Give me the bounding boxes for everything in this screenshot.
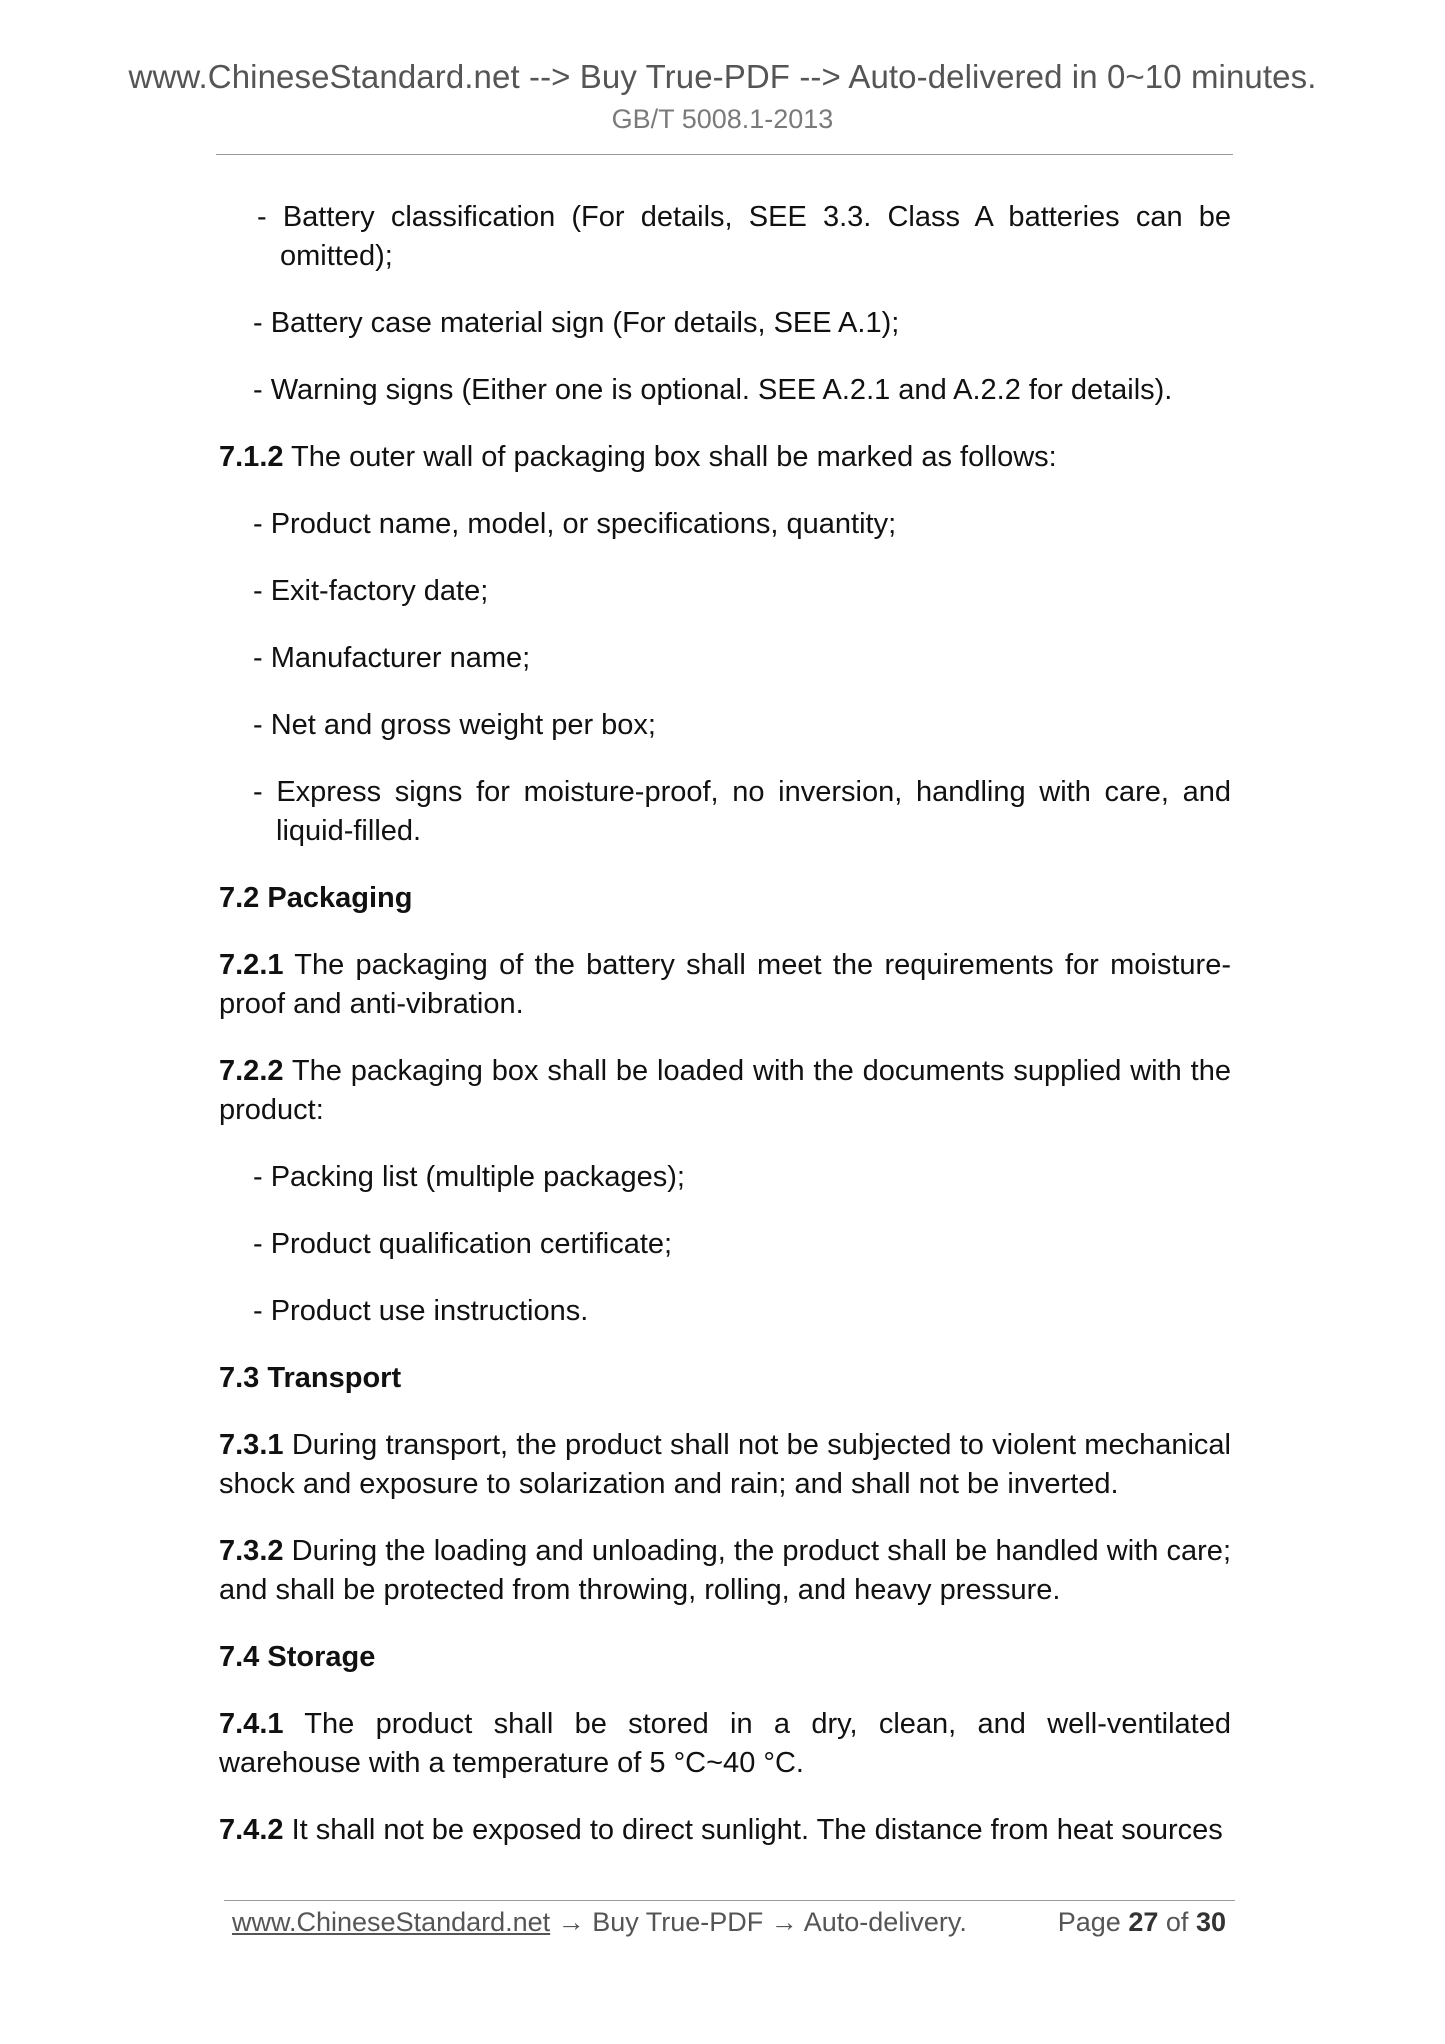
- clause-number: 7.4.1: [219, 1708, 284, 1740]
- document-code: GB/T 5008.1-2013: [611, 104, 834, 134]
- list-item-weight: - Net and gross weight per box;: [253, 709, 656, 741]
- clause-text: The packaging box shall be loaded with the documents supplied with the product:: [219, 1055, 1231, 1126]
- list-item-manufacturer: - Manufacturer name;: [253, 642, 531, 674]
- list-item-case-material: - Battery case material sign (For details, SEE A.1);: [253, 307, 900, 339]
- list-item-certificate: - Product qualification certificate;: [253, 1228, 673, 1260]
- list-item-warning-signs: - Warning signs (Either one is optional. SEE A.2.1 and A.2.2 for details).: [253, 374, 1173, 406]
- clause-number: 7.3.2: [219, 1535, 284, 1567]
- footer-promo-text: → Buy True-PDF → Auto-delivery.: [557, 1907, 967, 1937]
- clause-text: It shall not be exposed to direct sunlight. The distance from heat sources: [291, 1814, 1223, 1846]
- footer-divider: [224, 1900, 1235, 1901]
- section-heading-transport: 7.3 Transport: [219, 1362, 402, 1394]
- clause-text: The product shall be stored in a dry, clean, and well-ventilated warehouse with a temperature of 5 °C~40 °C.: [219, 1708, 1231, 1779]
- list-item-battery-classification: - Battery classification (For details, SEE 3.3. Class A batteries can be omitted);: [257, 201, 1231, 272]
- page-word: Page: [1057, 1907, 1121, 1937]
- site-banner: www.ChineseStandard.net --> Buy True-PDF --> Auto-delivered in 0~10 minutes.: [128, 58, 1317, 95]
- clause-text: The outer wall of packaging box shall be marked as follows:: [291, 441, 1057, 473]
- header-divider: [216, 154, 1233, 155]
- clause-number: 7.2.2: [219, 1055, 284, 1087]
- clause-text: The packaging of the battery shall meet the requirements for moisture-proof and anti-vibration.: [219, 949, 1231, 1020]
- page-number: [1058, 1902, 1226, 1942]
- section-heading-storage: 7.4 Storage: [219, 1641, 376, 1673]
- footer-promo: [232, 1902, 967, 1942]
- clause-7-3-1: [219, 1426, 1231, 1504]
- footer-site-link[interactable]: www.ChineseStandard.net: [232, 1907, 551, 1937]
- list-item-packing-list: - Packing list (multiple packages);: [253, 1161, 685, 1193]
- clause-7-2-1: [219, 946, 1231, 1024]
- clause-text: During transport, the product shall not be subjected to violent mechanical shock and exposure to solarization and rain; and shall not be inverted.: [219, 1429, 1231, 1500]
- document-body: [219, 198, 1231, 1878]
- clause-7-4-2: [219, 1811, 1231, 1850]
- list-item-product-name: - Product name, model, or specifications, quantity;: [253, 508, 897, 540]
- clause-7-2-2: [219, 1052, 1231, 1130]
- current-page: 27: [1128, 1907, 1159, 1937]
- of-word: of: [1165, 1907, 1189, 1937]
- clause-text: During the loading and unloading, the product shall be handled with care; and shall be protected from throwing, rolling, and heavy pressure.: [219, 1535, 1231, 1606]
- clause-number: 7.1.2: [219, 441, 284, 473]
- clause-7-1-2: [219, 438, 1231, 477]
- clause-number: 7.2.1: [219, 949, 284, 981]
- list-item-exit-factory: - Exit-factory date;: [253, 575, 489, 607]
- section-heading-packaging: 7.2 Packaging: [219, 882, 413, 914]
- clause-number: 7.3.1: [219, 1429, 284, 1461]
- total-pages: 30: [1195, 1907, 1226, 1937]
- clause-7-3-2: [219, 1532, 1231, 1610]
- page-footer: [232, 1902, 1226, 1942]
- clause-number: 7.4.2: [219, 1814, 284, 1846]
- list-item-express-signs: - Express signs for moisture-proof, no inversion, handling with care, and liquid-filled.: [253, 776, 1231, 847]
- clause-7-4-1: [219, 1705, 1231, 1783]
- list-item-instructions: - Product use instructions.: [253, 1295, 589, 1327]
